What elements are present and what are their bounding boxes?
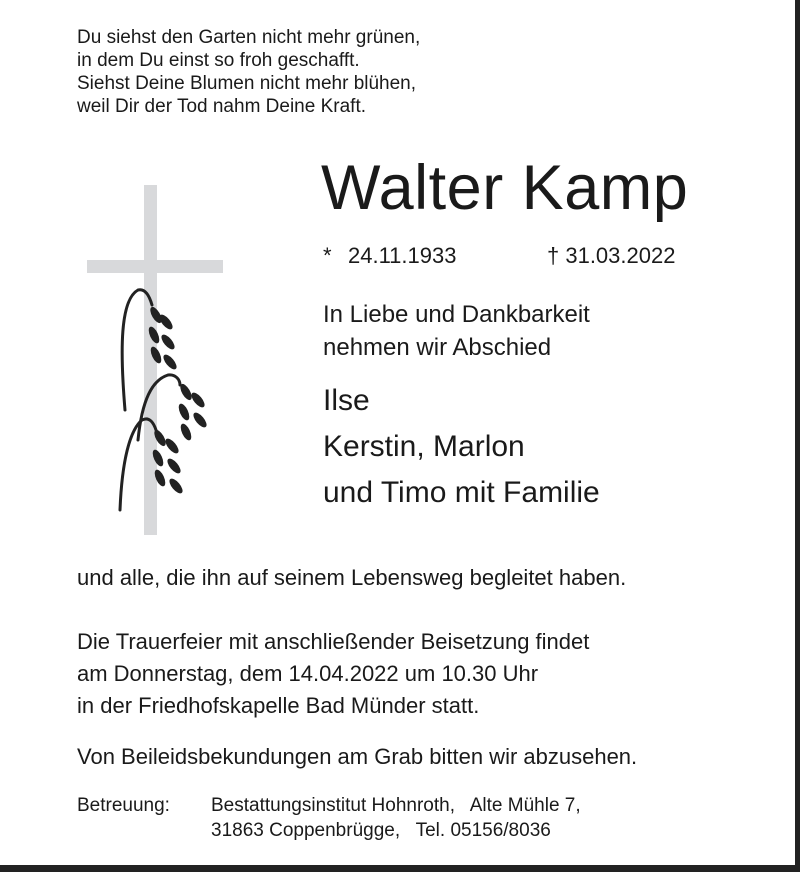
poem-line: weil Dir der Tod nahm Deine Kraft. [77, 96, 366, 117]
condolence-note: Von Beileidsbekundungen am Grab bitten wir abzusehen. [77, 744, 638, 769]
ceremony-line: am Donnerstag, dem 14.04.2022 um 10.30 Uhr [77, 661, 539, 686]
poem-line: Du siehst den Garten nicht mehr grünen, [77, 27, 421, 48]
poem-line: Siehst Deine Blumen nicht mehr blühen, [77, 73, 417, 94]
deceased-name: Walter Kamp [321, 153, 689, 223]
all-others-line: und alle, die ihn auf seinem Lebensweg begleitet haben. [77, 565, 627, 590]
death-date: † 31.03.2022 [547, 243, 676, 268]
poem [77, 26, 420, 118]
care-details [211, 793, 581, 843]
family-member: Kerstin, Marlon [323, 430, 525, 463]
family-member: und Timo mit Familie [323, 476, 600, 509]
intro-line: In Liebe und Dankbarkeit [323, 301, 590, 328]
birth-date: 24.11.1933 [348, 243, 457, 268]
poem-line: in dem Du einst so froh geschafft. [77, 50, 360, 71]
family-member: Ilse [323, 384, 370, 417]
ceremony-line: in der Friedhofskapelle Bad Münder statt. [77, 693, 480, 718]
care-label: Betreuung: [77, 795, 170, 816]
ceremony-line: Die Trauerfeier mit anschließender Beisetzung findet [77, 629, 590, 654]
care-line: Bestattungsinstitut Hohnroth, Alte Mühle 7, [211, 795, 581, 816]
ceremony-info [77, 626, 589, 722]
intro-line: nehmen wir Abschied [323, 334, 552, 361]
family-list [323, 378, 600, 516]
care-line: 31863 Coppenbrügge, Tel. 05156/8036 [211, 820, 551, 841]
cross-with-wheat-icon [80, 180, 230, 540]
farewell-intro [323, 298, 590, 364]
birth-symbol: * [323, 243, 332, 268]
